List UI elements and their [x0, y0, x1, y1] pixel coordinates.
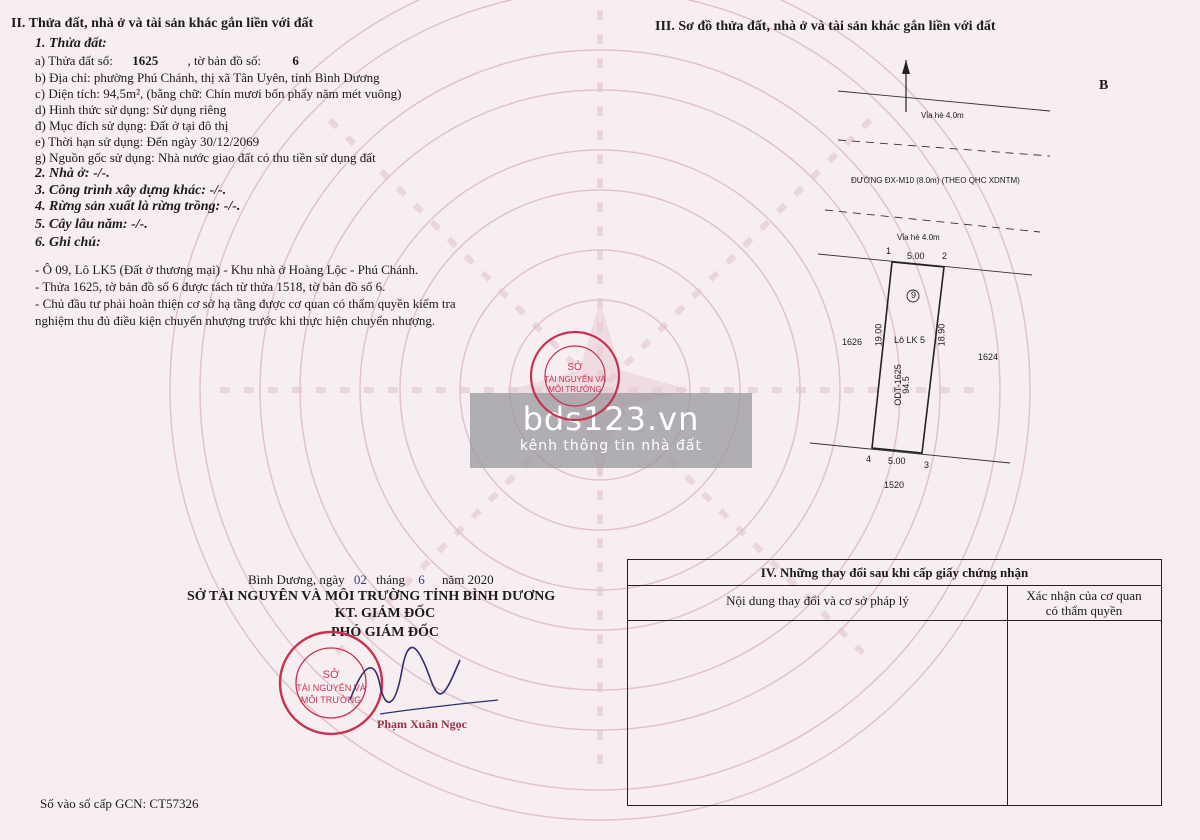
area-line: c) Diện tích: 94,5m², (bằng chữ: Chín mươi bốn phẩy năm mét vuông)	[35, 86, 402, 101]
top-edge-length: 5.00	[907, 251, 925, 261]
lot-boundary	[872, 262, 947, 453]
road-center-line	[838, 140, 1050, 156]
corner-4-label: 4	[866, 454, 872, 464]
forest-line: 4. Rừng sản xuất là rừng trồng: -/-.	[35, 199, 241, 214]
issue-month: 6	[418, 572, 425, 587]
signer-name: Phạm Xuân Ngọc	[377, 717, 468, 731]
section-2-title: II. Thửa đất, nhà ở và tài sản khác gắn liền với đất	[11, 16, 314, 31]
month-prefix: tháng	[376, 572, 406, 587]
neighbor-parcel-right: 1624	[978, 352, 999, 362]
seal-line-3: MÔI TRƯỜNG	[300, 695, 362, 705]
neighbor-parcel-bottom: 1520	[884, 480, 905, 490]
changes-table-divider	[1007, 621, 1008, 805]
sidewalk-label-bottom: Vỉa hè 4.0m	[897, 233, 940, 242]
map-sheet-number: 6	[292, 53, 299, 68]
term-line: e) Thời hạn sử dụng: Đến ngày 30/12/2069	[35, 134, 260, 149]
land-plot-diagram	[780, 60, 1060, 490]
date-prefix: Bình Dương, ngày	[248, 572, 345, 587]
confirmation-header-line-1: Xác nhận của cơ quan	[1026, 588, 1142, 603]
parcel-number: 1625	[132, 53, 159, 68]
agency-name: SỞ TÀI NGUYÊN VÀ MÔI TRƯỜNG TỈNH BÌNH DƯƠNG	[187, 589, 556, 604]
use-form-line: d) Hình thức sử dụng: Sử dụng riêng	[35, 102, 227, 117]
changes-col-content: Nội dung thay đổi và cơ sở pháp lý	[628, 586, 1008, 621]
notes-heading: 6. Ghi chú:	[35, 235, 101, 250]
handwritten-signature	[340, 640, 500, 720]
note-item: - Thửa 1625, tờ bản đồ số 6 được tách từ thửa 1518, tờ bản đồ số 6.	[35, 279, 386, 294]
map-sheet-label: , tờ bản đồ số:	[187, 53, 262, 68]
road-center-line	[825, 210, 1040, 232]
signer-title-2: PHÓ GIÁM ĐỐC	[330, 625, 440, 640]
issue-date-line	[248, 572, 494, 588]
perennial-line: 5. Cây lâu năm: -/-.	[35, 217, 148, 232]
watermark-site: bds123.vn	[522, 400, 700, 438]
corner-3-label: 3	[924, 460, 930, 470]
seal-line-1: SỞ	[322, 669, 340, 681]
confirmation-header-line-2: có thẩm quyền	[1045, 603, 1123, 618]
address-line: b) Địa chỉ: phường Phú Chánh, thị xã Tân Uyên, tỉnh Bình Dương	[35, 70, 380, 85]
parcel-area-label: 94.5	[900, 376, 911, 394]
parcel-line	[35, 53, 299, 69]
section-3-title: III. Sơ đồ thửa đất, nhà ở và tài sản khác gắn liền với đất	[655, 19, 996, 34]
land-heading: 1. Thửa đất:	[35, 36, 107, 51]
road-edge-line	[838, 91, 1050, 111]
parcel-code-label: ODT-1625	[892, 364, 903, 406]
parcel-label: a) Thửa đất số:	[35, 53, 113, 68]
right-edge-length: 18.90	[936, 323, 947, 347]
sidewalk-label-top: Vỉa hè 4.0m	[921, 111, 964, 120]
lot-number: 9	[911, 290, 917, 300]
issue-day: 02	[353, 572, 367, 587]
watermark-tagline: kênh thông tin nhà đất	[520, 438, 702, 454]
changes-col-confirmation	[1007, 586, 1161, 621]
origin-line: g) Nguồn gốc sử dụng: Nhà nước giao đất có thu tiền sử dụng đất	[35, 150, 376, 165]
changes-table-title: IV. Những thay đổi sau khi cấp giấy chứng nhận	[628, 560, 1161, 586]
neighbor-parcel-left: 1626	[842, 337, 863, 347]
corner-1-label: 1	[886, 246, 892, 256]
rear-boundary-line	[810, 443, 1010, 463]
note-item: - Ô 09, Lô LK5 (Đất ở thương mại) - Khu nhà ở Hoàng Lộc - Phú Chánh.	[35, 262, 419, 277]
register-number: Số vào sổ cấp GCN: CT57326	[40, 796, 199, 811]
issue-year: năm 2020	[442, 572, 494, 587]
corner-2-label: 2	[942, 251, 948, 261]
house-line: 2. Nhà ở: -/-.	[35, 166, 110, 181]
block-label: Lô LK 5	[894, 335, 926, 345]
note-item: nghiệm thu đủ điều kiện chuyển nhượng trước khi thực hiện chuyển nhượng.	[35, 313, 436, 328]
seal-line-3: MÔI TRƯỜNG	[548, 385, 602, 394]
seal-line-2: TÀI NGUYÊN VÀ	[544, 375, 606, 384]
bottom-edge-length: 5.00	[888, 456, 906, 466]
north-label: B	[1099, 78, 1109, 93]
changes-table	[627, 559, 1162, 806]
official-seal-upper	[527, 328, 623, 424]
road-name-label: ĐƯỜNG ĐX-M10 (8.0m) (THEO QHC XDNTM)	[851, 176, 1020, 185]
purpose-line: đ) Mục đích sử dụng: Đất ở tại đô thị	[35, 118, 229, 133]
seal-line-2: TÀI NGUYÊN VÀ	[296, 683, 366, 693]
signer-title-1: KT. GIÁM ĐỐC	[334, 606, 436, 621]
other-works-line: 3. Công trình xây dựng khác: -/-.	[35, 183, 227, 198]
note-item: - Chủ đầu tư phải hoàn thiện cơ sở hạ tầng được cơ quan có thẩm quyền kiểm tra	[35, 296, 456, 311]
left-edge-length: 19.00	[873, 323, 884, 347]
seal-line-1: SỞ	[567, 362, 583, 373]
